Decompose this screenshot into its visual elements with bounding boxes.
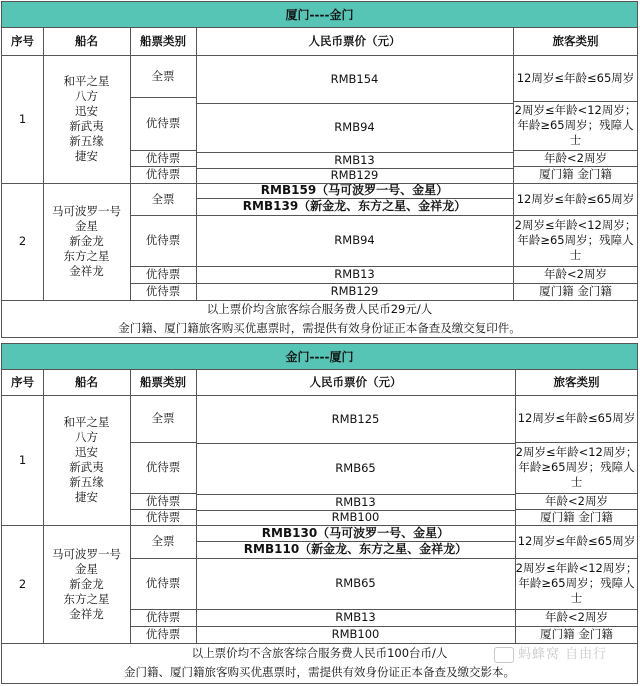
seq-cell: 1 bbox=[18, 452, 27, 467]
price-cell: RMB94 bbox=[334, 233, 375, 247]
grid-line bbox=[196, 198, 513, 199]
ship-name: 新武夷 bbox=[69, 119, 104, 133]
grid-line bbox=[2, 55, 637, 56]
price-cell-marco-polo: RMB130（马可波罗一号、金星） bbox=[261, 525, 450, 540]
price-cell-xinjinlong: RMB139（新金龙、东方之星、金祥龙） bbox=[242, 199, 467, 213]
passenger-cell: 厦门籍 金门籍 bbox=[539, 167, 612, 181]
grid-line bbox=[130, 370, 131, 643]
price-cell-marco-polo: RMB159（马可波罗一号、金星） bbox=[260, 183, 449, 197]
ticket-type-cell: 全票 bbox=[151, 191, 175, 206]
passenger-cell: 12周岁≤年龄≤65周岁 bbox=[517, 411, 636, 425]
grid-line bbox=[130, 609, 638, 610]
grid-line bbox=[130, 215, 638, 216]
watermark-logo-icon bbox=[494, 647, 514, 663]
price-cell: RMB13 bbox=[334, 152, 375, 167]
passenger-cell: 厦门籍 金门籍 bbox=[540, 627, 613, 641]
passenger-cell: 年龄<2周岁 bbox=[545, 493, 608, 508]
grid-line bbox=[196, 370, 197, 643]
passenger-cell: 厦门籍 金门籍 bbox=[540, 509, 613, 524]
grid-line bbox=[196, 443, 515, 444]
ship-name: 捷安 bbox=[75, 149, 98, 163]
ticket-type-cell: 优待票 bbox=[145, 284, 181, 298]
passenger-cell: 12周岁≤年龄≤65周岁 bbox=[516, 70, 635, 85]
passenger-cell: 2周岁≤年龄<12周岁；年龄≥65周岁；残障人士 bbox=[514, 218, 637, 262]
grid-line bbox=[130, 166, 196, 167]
ticket-type-cell: 全票 bbox=[151, 68, 175, 83]
header-passenger: 旅客类别 bbox=[553, 375, 600, 389]
ship-name: 马可波罗一号 bbox=[52, 204, 121, 218]
price-cell: RMB129 bbox=[330, 284, 379, 298]
ticket-type-cell: 优待票 bbox=[145, 627, 181, 641]
ship-name: 迅安 bbox=[75, 104, 98, 118]
grid-line bbox=[2, 395, 637, 396]
ticket-type-cell: 优待票 bbox=[145, 116, 181, 130]
grid-line bbox=[513, 101, 638, 102]
ticket-type-cell: 全票 bbox=[151, 411, 175, 425]
ticket-type-cell: 优待票 bbox=[145, 267, 181, 281]
grid-line bbox=[130, 509, 196, 510]
ship-name: 东方之星 bbox=[63, 591, 110, 606]
ship-names-cell bbox=[43, 183, 130, 300]
watermark bbox=[490, 643, 607, 663]
grid-line bbox=[130, 442, 196, 443]
grid-line bbox=[196, 152, 513, 153]
passenger-cell: 12周岁≤年龄≤65周岁 bbox=[517, 534, 636, 548]
grid-line bbox=[2, 183, 637, 184]
ship-name: 金星 bbox=[75, 561, 98, 576]
ship-name: 金祥龙 bbox=[69, 606, 104, 621]
ship-name: 迅安 bbox=[75, 445, 98, 459]
seq-cell: 2 bbox=[18, 234, 27, 248]
price-cell: RMB129 bbox=[330, 168, 379, 182]
ticket-type-cell: 全票 bbox=[151, 534, 175, 548]
passenger-cell: 年龄<2周岁 bbox=[544, 267, 607, 281]
price-cell-xinjinlong: RMB110（新金龙、东方之星、金祥龙） bbox=[243, 542, 468, 556]
grid-line bbox=[130, 28, 131, 300]
grid-line bbox=[513, 28, 514, 300]
header-ship: 船名 bbox=[75, 375, 98, 389]
ship-name: 和平之星 bbox=[63, 415, 110, 429]
grid-line bbox=[196, 494, 515, 495]
passenger-cell: 2周岁≤年龄<12周岁；年龄≥65周岁；残障人士 bbox=[515, 561, 638, 605]
header-seq: 序号 bbox=[11, 34, 34, 48]
grid-line bbox=[515, 493, 638, 494]
note-line-2: 金门籍、厦门籍旅客购买优惠票时，需提供有效身份证正本备查及缴交复印件。 bbox=[118, 320, 521, 335]
ticket-type-cell: 优待票 bbox=[145, 460, 181, 474]
grid-line bbox=[196, 103, 513, 104]
price-cell: RMB94 bbox=[334, 120, 375, 134]
seq-cell: 2 bbox=[18, 576, 27, 591]
seq-cell: 1 bbox=[18, 111, 27, 126]
grid-line bbox=[2, 300, 637, 301]
grid-line bbox=[43, 28, 44, 300]
note-line-1: 以上票价均含旅客综合服务费人民币29元/人 bbox=[206, 301, 433, 316]
grid-line bbox=[130, 493, 196, 494]
header-ship: 船名 bbox=[75, 34, 98, 48]
ship-name: 新金龙 bbox=[69, 576, 104, 591]
grid-line bbox=[43, 370, 44, 643]
header-seq: 序号 bbox=[11, 375, 34, 389]
grid-line bbox=[130, 266, 638, 267]
note-line-1: 以上票价均不含旅客综合服务费人民币100台币/人 bbox=[191, 646, 448, 660]
price-cell: RMB100 bbox=[331, 510, 380, 524]
ticket-type-cell: 优待票 bbox=[145, 150, 181, 165]
fare-table-kinmen-xiamen bbox=[1, 343, 638, 684]
grid-line bbox=[130, 558, 638, 559]
grid-line bbox=[515, 509, 638, 510]
ship-name: 新五缘 bbox=[69, 134, 104, 148]
grid-line bbox=[515, 370, 516, 643]
ticket-type-cell: 优待票 bbox=[145, 509, 181, 524]
header-ticket-type: 船票类别 bbox=[140, 34, 186, 48]
ship-name: 新五缘 bbox=[69, 475, 104, 489]
ticket-type-cell: 优待票 bbox=[145, 493, 181, 508]
passenger-cell: 年龄<2周岁 bbox=[544, 150, 607, 165]
watermark-text: 蚂蜂窝 自由行 bbox=[518, 647, 608, 662]
ship-name: 捷安 bbox=[75, 490, 98, 504]
grid-line bbox=[513, 166, 638, 167]
ship-names-cell bbox=[43, 55, 130, 183]
ship-name: 新金龙 bbox=[69, 234, 104, 248]
grid-line bbox=[515, 442, 638, 443]
price-cell: RMB154 bbox=[330, 71, 379, 86]
ticket-type-cell: 优待票 bbox=[145, 610, 181, 624]
ship-name: 新武夷 bbox=[69, 460, 104, 474]
passenger-cell: 2周岁≤年龄<12周岁；年龄≥65周岁；残障人士 bbox=[514, 103, 637, 147]
grid-line bbox=[130, 97, 196, 98]
header-ticket-type: 船票类别 bbox=[140, 375, 186, 389]
price-cell: RMB13 bbox=[335, 610, 376, 624]
grid-line bbox=[196, 541, 515, 542]
price-cell: RMB100 bbox=[331, 627, 380, 641]
price-cell: RMB65 bbox=[335, 461, 376, 475]
ship-name: 八方 bbox=[75, 430, 98, 444]
ship-names-cell bbox=[43, 525, 130, 643]
table-note bbox=[2, 300, 637, 337]
ticket-type-cell: 优待票 bbox=[145, 233, 181, 247]
ship-name: 东方之星 bbox=[63, 249, 110, 263]
price-cell: RMB65 bbox=[335, 576, 376, 590]
grid-line bbox=[130, 283, 638, 284]
passenger-cell: 年龄<2周岁 bbox=[545, 610, 608, 624]
passenger-cell: 厦门籍 金门籍 bbox=[539, 284, 612, 298]
table-title: 金门----厦门 bbox=[2, 344, 637, 370]
table-title: 厦门----金门 bbox=[2, 2, 637, 28]
passenger-cell: 2周岁≤年龄<12周岁；年龄≥65周岁；残障人士 bbox=[515, 445, 638, 489]
price-cell: RMB125 bbox=[331, 411, 380, 426]
grid-line bbox=[513, 150, 638, 151]
header-price: 人民币票价（元） bbox=[308, 34, 401, 48]
header-passenger: 旅客类别 bbox=[552, 34, 599, 48]
price-cell: RMB13 bbox=[334, 267, 375, 281]
grid-line bbox=[196, 168, 513, 169]
note-line-2: 金门籍、厦门籍旅客购买优惠票时，需提供有效身份证正本备查及缴交影本。 bbox=[124, 665, 515, 679]
grid-line bbox=[196, 28, 197, 300]
grid-line bbox=[2, 525, 637, 526]
fare-table-xiamen-kinmen bbox=[1, 1, 638, 338]
ship-name: 金祥龙 bbox=[69, 264, 104, 278]
ticket-type-cell: 优待票 bbox=[145, 167, 181, 181]
ticket-type-cell: 优待票 bbox=[145, 576, 181, 590]
grid-line bbox=[196, 510, 515, 511]
price-cell: RMB13 bbox=[335, 494, 376, 509]
passenger-cell: 12周岁≤年龄≤65周岁 bbox=[516, 191, 635, 206]
header-price: 人民币票价（元） bbox=[309, 375, 402, 389]
grid-line bbox=[130, 150, 196, 151]
ship-name: 八方 bbox=[75, 89, 98, 103]
grid-line bbox=[130, 626, 638, 627]
ship-name: 金星 bbox=[75, 219, 98, 233]
ship-name: 和平之星 bbox=[63, 74, 110, 88]
ship-names-cell bbox=[43, 395, 130, 525]
ship-name: 马可波罗一号 bbox=[52, 546, 121, 561]
